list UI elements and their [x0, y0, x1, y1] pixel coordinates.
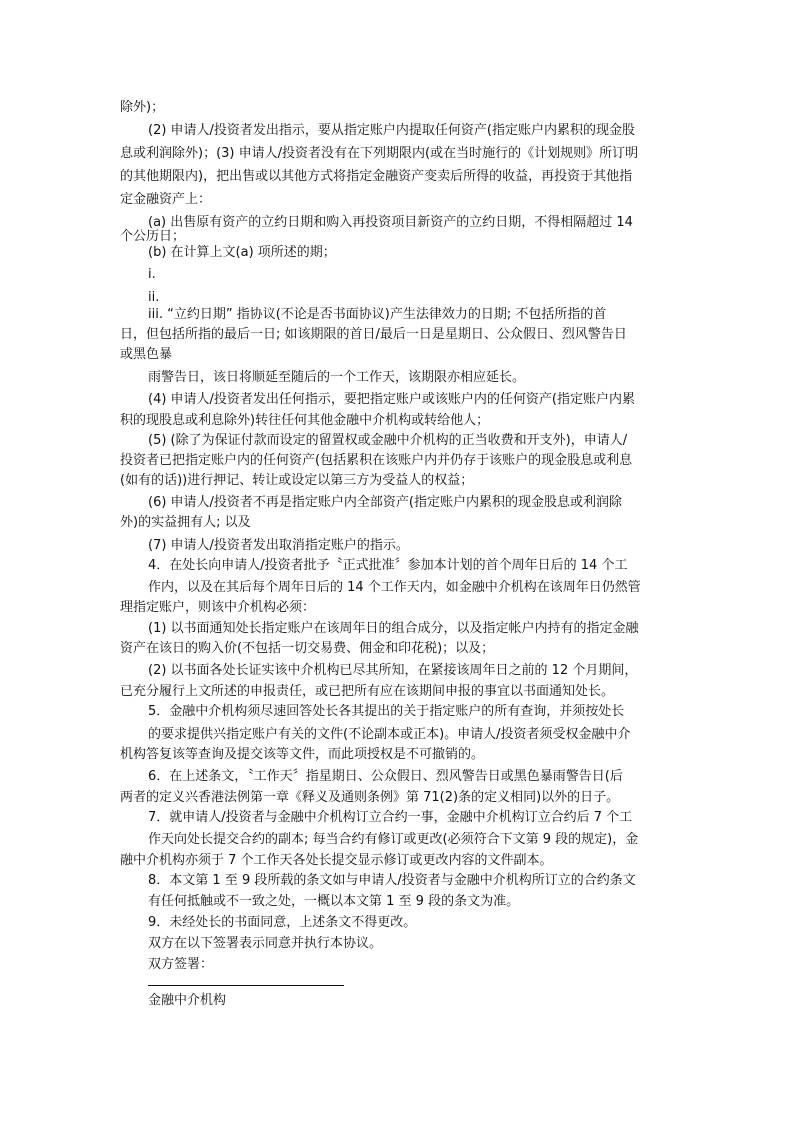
text-line: (7) 申请人/投资者发出取消指定账户的指示。 [148, 538, 409, 553]
text-line: 金融中介机构 [148, 993, 227, 1008]
text-line: 日，但包括所指的最后一日; 如该期限的首日/最后一日是星期日、公众假日、烈风警告日 [120, 327, 627, 342]
text-line: 4．在处长向申请人/投资者批予〝正式批准〞参加本计划的首个周年日后的 14 个工 [148, 558, 628, 573]
text-line: ii. [148, 290, 160, 305]
text-line: 两者的定义兴香港法例第一章《释义及通则条例》第 71(2)条的定义相同)以外的日子。 [120, 790, 620, 805]
text-line: (4) 申请人/投资者发出任何指示，要把指定账户或该账户内的任何资产(指定账户内累 [148, 392, 635, 407]
text-line: 的要求提供兴指定账户有关的文件(不论副本或正本)。申请人/投资者须受权金融中介 [148, 727, 631, 742]
text-line: i. [148, 267, 156, 282]
text-line: 外)的实益拥有人; 以及 [120, 515, 251, 530]
text-line: 作天向处长提交合约的副本; 每当合约有修订或更改(必须符合下文第 9 段的规定)，金 [148, 832, 639, 847]
text-line: (如有的话))进行押记、转让或设定以第三方为受益人的权益； [120, 473, 474, 488]
text-line: 投资者已把指定账户内的任何资产(包括累积在该账户内并仍存于该账户的现金股息或利息 [120, 453, 633, 468]
text-line: 定金融资产上： [120, 192, 212, 207]
text-line: (a) 出售原有资产的立约日期和购入再投资项目新资产的立约日期，不得相隔超过 14 [148, 215, 633, 230]
text-line: 理指定账户，则该中介机构必须： [120, 600, 316, 615]
text-line: (2) 以书面各处长证实该中介机构已尽其所知，在紧接该周年日之前的 12 个月期间， [148, 663, 638, 678]
text-line: 或黑色暴 [120, 347, 173, 362]
text-line: 个公历日； [120, 229, 186, 244]
signature-line [148, 985, 344, 986]
text-line: 除外)； [120, 100, 165, 115]
text-line: 息或利润除外)；(3) 申请人/投资者没有在下列期限内(或在当时施行的《计划规则》所订明 [120, 146, 639, 161]
text-line: 雨警告日，该日将顺延至随后的一个工作天，该期限亦相应延长。 [148, 370, 526, 385]
text-line: 已充分履行上文所述的申报责任，或已把所有应在该期间申报的事宜以书面通知处长。 [120, 684, 615, 699]
text-line: (1) 以书面通知处长指定账户在该周年日的组合成分，以及指定帐户内持有的指定金融 [148, 621, 639, 636]
text-line: 积的现股息或利息除外)转往任何其他金融中介机构或转给他人； [120, 413, 490, 428]
text-line: 8．本文第 1 至 9 段所载的条文如与申请人/投资者与金融中介机构所订立的合约条文 [148, 873, 636, 888]
text-line: 5．金融中介机构须尽速回答处长各其提出的关于指定账户的所有查询，并须按处长 [148, 704, 625, 719]
text-line: 作内，以及在其后每个周年日后的 14 个工作天内，如金融中介机构在该周年日仍然管 [148, 580, 641, 595]
text-line: 9．未经处长的书面同意，上述条文不得更改。 [148, 915, 417, 930]
text-line: 双方签署： [148, 957, 214, 972]
text-line: 有任何抵触或不一致之处，一概以本文第 1 至 9 段的条文为准。 [148, 894, 520, 909]
text-line: (5) (除了为保证付款而设定的留置权或金融中介机构的正当收费和开支外)，申请人/ [148, 433, 628, 448]
text-line: 机构答复该等查询及提交该等文件，而此项授权是不可撤销的。 [120, 747, 485, 762]
text-line: 7．就申请人/投资者与金融中介机构订立合约一事，金融中介机构订立合约后 7 个工 [148, 810, 633, 825]
text-line: (6) 申请人/投资者不再是指定账户内全部资产(指定账户内累积的现金股息或利润除 [148, 495, 622, 510]
text-line: 资产在该日的购入价(不包括一切交易费、佣金和印花税)；以及； [120, 641, 495, 656]
text-line: 6．在上述条文，〝工作天〞指星期日、公众假日、烈风警告日或黑色暴雨警告日(后 [148, 769, 623, 784]
text-line: iii. “立约日期” 指协议(不论是否书面协议)产生法律效力的日期; 不包括所指的首 [148, 307, 607, 322]
text-line: 融中介机构亦须于 7 个工作天各处长提交显示修订或更改内容的文件副本。 [120, 853, 553, 868]
text-line: 的其他期限内)，把出售或以其他方式将指定金融资产变卖后所得的收益，再投资于其他指 [120, 169, 633, 184]
text-line: 双方在以下签署表示同意并执行本协议。 [148, 936, 383, 951]
text-line: (2) 申请人/投资者发出指示，要从指定账户内提取任何资产(指定账户内累积的现金股 [148, 123, 635, 138]
text-line: (b) 在计算上文(a) 项所述的期； [148, 245, 336, 260]
